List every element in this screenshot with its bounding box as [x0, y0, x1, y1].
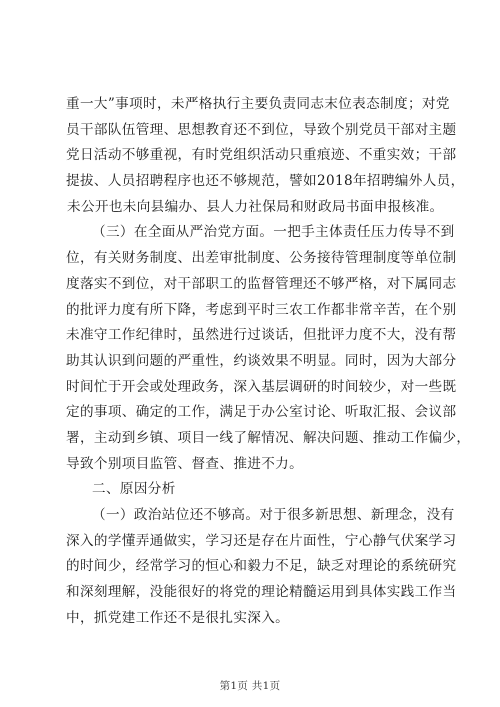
paragraph-line: 的时间少，经常学习的恒心和毅力不足，缺乏对理论的系统研究 — [66, 558, 457, 575]
paragraph-line: 时间忙于开会或处理政务，深入基层调研的时间较少，对一些既 — [66, 378, 457, 395]
paragraph-line: 导致个别项目监管、督查、推进不力。 — [66, 455, 304, 472]
document-body — [66, 92, 471, 631]
paragraph-line: 和深刻理解，没能很好的将党的理论精髓运用到具体实践工作当 — [66, 584, 457, 601]
paragraph-line: （一）政治站位还不够高。对于很多新思想、新理念，没有 — [92, 507, 455, 523]
section-heading: 二、原因分析 — [92, 481, 176, 498]
paragraph-line: 未准守工作纪律时，虽然进行过谈话，但批评力度不大，没有帮 — [66, 327, 457, 344]
paragraph-line: 中，抓党建工作还不是很扎实深入。 — [66, 609, 290, 626]
paragraph-line: 提拔、人员招聘程序也还不够规范，譬如2018年招聘编外人员， — [66, 173, 465, 190]
paragraph-line: 未公开也未向县编办、县人力社保局和财政局书面申报核准。 — [67, 198, 444, 215]
paragraph-line: 深入的学懂弄通做实，学习还是存在片面性，宁心静气伏案学习 — [66, 532, 457, 549]
page-footer: 第1页 共1页 — [219, 680, 281, 692]
paragraph-line: 党日活动不够重视，有时党组织活动只重痕迹、不重实效；干部 — [66, 147, 457, 164]
paragraph-line: 员干部队伍管理、思想教育还不到位，导致个别党员干部对主题 — [66, 121, 457, 138]
paragraph-line: 的批评力度有所下降，考虑到平时三农工作都非常辛苦，在个别 — [66, 301, 457, 318]
paragraph-line: 位，有关财务制度、出差审批制度、公务接待管理制度等单位制 — [66, 250, 457, 267]
paragraph-line: 度落实不到位，对干部职工的监督管理还不够严格，对下属同志 — [66, 275, 457, 292]
paragraph-line: 署，主动到乡镇、项目一线了解情况、解决问题、推动工作偏少， — [66, 429, 471, 446]
paragraph-line: 重一大”事项时，未严格执行主要负责同志末位表态制度；对党 — [66, 96, 450, 112]
paragraph-line: 助其认识到问题的严重性，约谈效果不明显。同时，因为大部分 — [66, 352, 457, 369]
paragraph-line: 定的事项、确定的工作，满足于办公室讨论、听取汇报、会议部 — [66, 404, 457, 421]
paragraph-line: （三）在全面从严治党方面。一把手主体责任压力传导不到 — [92, 224, 455, 241]
